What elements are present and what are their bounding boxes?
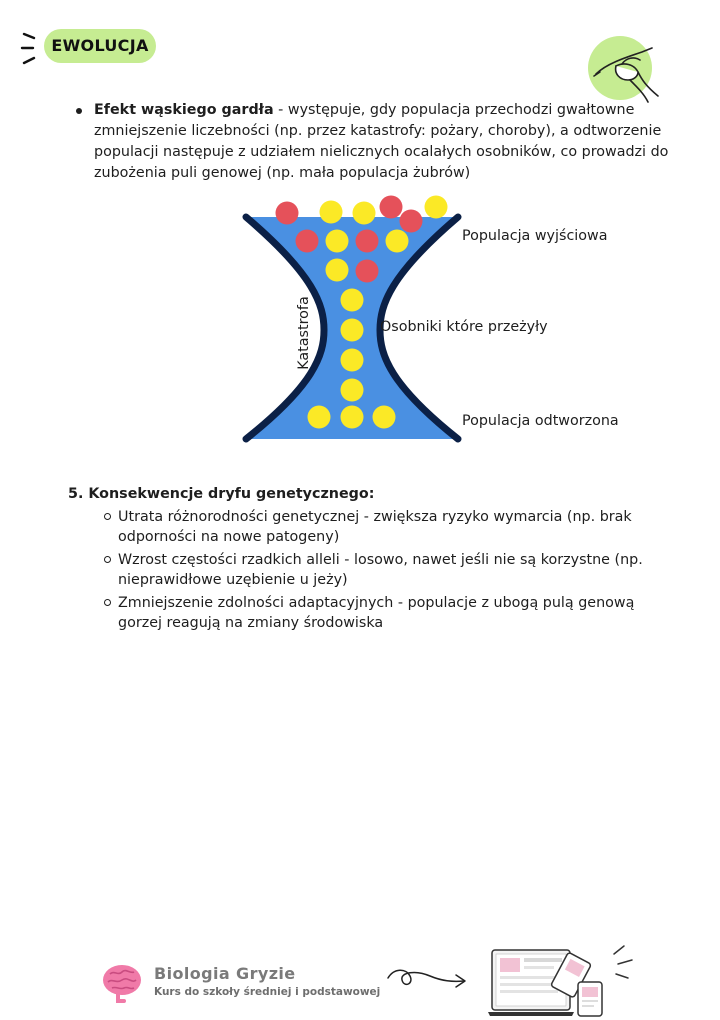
yellow-individual: [341, 406, 364, 429]
label-survivors: Osobniki które przeżyły: [380, 319, 548, 335]
list-item-text: Zmniejszenie zdolności adaptacyjnych - populacje z ubogą pulą genową gorzej reagują na zmiany środowiska: [118, 595, 635, 631]
list-item: [118, 593, 668, 633]
bottleneck-description: - występuje, gdy populacja przechodzi gwałtowne zmniejszenie liczebności (np. przez katastrofy: pożary, choroby), a odtworzenie populacji następuje z udziałem nielicznych ocalałych osobników, co prowadzi do zubożenia puli genowej (np. mała populacja żubrów): [94, 102, 669, 181]
yellow-individual: [341, 289, 364, 312]
red-individual: [296, 230, 319, 253]
red-individual: [400, 210, 423, 233]
writing-hand-icon: [586, 34, 666, 106]
list-item: [118, 550, 668, 590]
red-individual: [356, 230, 379, 253]
red-individual: [356, 260, 379, 283]
red-individual: [276, 202, 299, 225]
yellow-individual: [425, 196, 448, 219]
yellow-individual: [308, 406, 331, 429]
yellow-individual: [326, 259, 349, 282]
arrow-right-icon: [386, 966, 470, 998]
red-individual: [380, 196, 403, 219]
bottleneck-text: [94, 100, 676, 184]
yellow-individual: [320, 201, 343, 224]
bottleneck-definition: [76, 100, 676, 184]
label-recovered-population: Populacja odtworzona: [462, 413, 619, 429]
yellow-individual: [326, 230, 349, 253]
circle-bullet-icon: [104, 599, 111, 606]
bottleneck-term: Efekt wąskiego gardła: [94, 102, 274, 118]
label-catastrophe: Katastrofa: [296, 296, 312, 370]
label-initial-population: Populacja wyjściowa: [462, 228, 608, 244]
topic-badge: EWOLUCJA: [44, 29, 156, 63]
bullet-icon: [76, 108, 82, 114]
section-heading: 5. Konsekwencje dryfu genetycznego:: [68, 486, 375, 502]
list-item-text: Utrata różnorodności genetycznej - zwiększa ryzyko wymarcia (np. brak odporności na nowe patogeny): [118, 509, 632, 545]
brain-logo-icon: [100, 960, 144, 1004]
list-item: [118, 507, 668, 547]
circle-bullet-icon: [104, 513, 111, 520]
sparkle-icon: [20, 32, 42, 66]
yellow-individual: [341, 319, 364, 342]
yellow-individual: [341, 349, 364, 372]
list-item-text: Wzrost częstości rzadkich alleli - losowo, nawet jeśli nie są korzystne (np. nieprawidłowe uzębienie u jeży): [118, 552, 643, 588]
circle-bullet-icon: [104, 556, 111, 563]
yellow-individual: [353, 202, 376, 225]
footer-brand: Biologia Gryzie: [154, 964, 296, 983]
yellow-individual: [373, 406, 396, 429]
devices-illustration-icon: [488, 942, 638, 1018]
drift-consequences-section: [68, 484, 668, 633]
footer-tagline: Kurs do szkoły średniej i podstawowej: [154, 986, 381, 998]
yellow-individual: [386, 230, 409, 253]
yellow-individual: [341, 379, 364, 402]
